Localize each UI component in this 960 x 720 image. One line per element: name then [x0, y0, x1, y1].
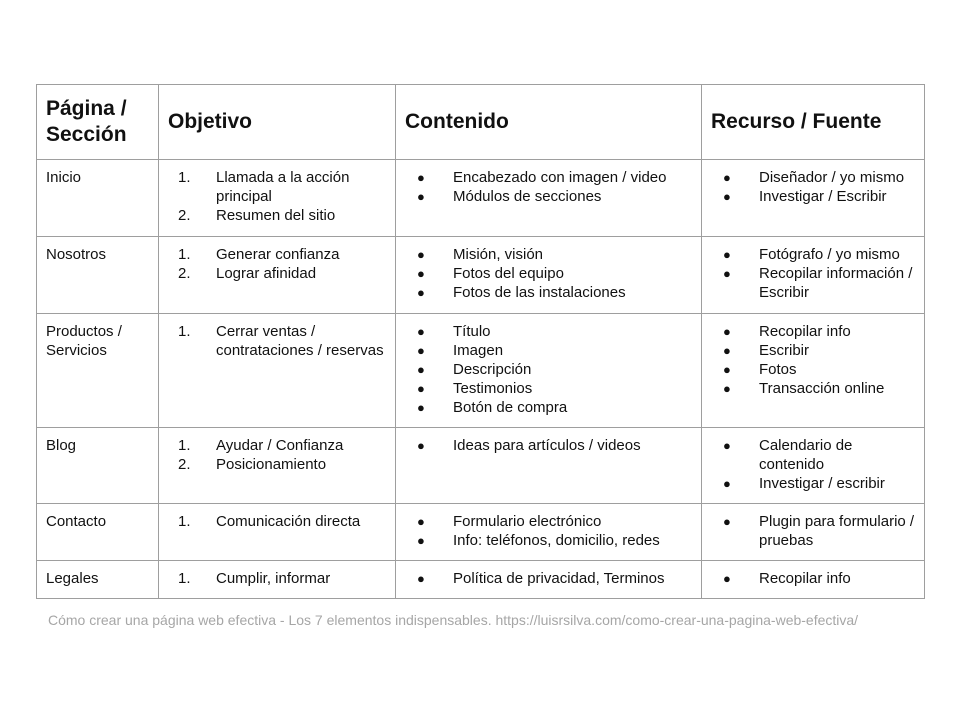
content-cell-list	[405, 245, 692, 302]
list-item-text: Fotógrafo / yo mismo	[759, 246, 900, 263]
list-item	[168, 264, 386, 283]
bullet-icon: ●	[417, 400, 425, 415]
list-item	[711, 512, 915, 550]
list-item-text: Formulario electrónico	[453, 513, 602, 530]
objective-cell	[159, 314, 396, 428]
resource-cell	[702, 314, 925, 428]
resource-cell-list	[711, 512, 915, 550]
objective-cell	[159, 504, 396, 561]
objective-cell	[159, 561, 396, 599]
objective-cell-list	[168, 436, 386, 474]
bullet-icon: ●	[417, 362, 425, 377]
content-cell	[396, 561, 702, 599]
objective-cell-list	[168, 245, 386, 283]
bullet-icon: ●	[417, 381, 425, 396]
list-number: 2.	[178, 265, 191, 282]
table-row	[37, 160, 925, 237]
content-cell	[396, 504, 702, 561]
list-item-text: Diseñador / yo mismo	[759, 169, 905, 186]
table-row	[37, 561, 925, 599]
bullet-icon: ●	[723, 343, 731, 358]
bullet-icon: ●	[417, 189, 425, 204]
list-number: 1.	[178, 246, 191, 263]
bullet-icon: ●	[723, 476, 731, 491]
section-cell: Inicio	[37, 160, 159, 237]
list-item	[405, 569, 692, 588]
resource-cell-list	[711, 245, 915, 302]
content-cell-list	[405, 168, 692, 206]
list-item	[168, 168, 386, 206]
list-number: 1.	[178, 570, 191, 587]
list-item-text: Descripción	[453, 361, 532, 378]
objective-cell	[159, 237, 396, 314]
list-item	[405, 341, 692, 360]
list-item	[405, 187, 692, 206]
list-item-text: Política de privacidad, Terminos	[453, 570, 665, 587]
list-item-text: Transacción online	[759, 380, 885, 397]
list-item-text: Escribir	[759, 342, 810, 359]
content-cell-list	[405, 322, 692, 417]
bullet-icon: ●	[723, 247, 731, 262]
list-item	[711, 322, 915, 341]
list-item-text: Comunicación directa	[216, 513, 361, 530]
list-item	[711, 474, 915, 493]
list-item	[405, 531, 692, 550]
content-cell	[396, 160, 702, 237]
objective-cell-list	[168, 168, 386, 225]
list-item-text: Título	[453, 323, 491, 340]
list-item	[405, 245, 692, 264]
resource-cell	[702, 160, 925, 237]
source-caption: Cómo crear una página web efectiva - Los 7 elementos indispensables. https://luisrsilva.com/como-crear-una-pagina-web-efectiva/	[48, 612, 859, 628]
content-cell-list	[405, 436, 692, 455]
content-cell-list	[405, 569, 692, 588]
section-cell: Productos / Servicios	[37, 314, 159, 428]
objective-cell	[159, 428, 396, 504]
bullet-icon: ●	[723, 438, 731, 453]
header-objective: Objetivo	[159, 85, 396, 160]
list-item-text: Ayudar / Confianza	[216, 437, 344, 454]
section-cell: Legales	[37, 561, 159, 599]
list-item-text: Testimonios	[453, 380, 533, 397]
list-item-text: Ideas para artículos / videos	[453, 437, 641, 454]
objective-cell-list	[168, 569, 386, 588]
list-item	[405, 436, 692, 455]
list-item	[405, 512, 692, 531]
list-number: 1.	[178, 169, 191, 186]
section-cell: Nosotros	[37, 237, 159, 314]
list-item	[711, 569, 915, 588]
bullet-icon: ●	[723, 324, 731, 339]
bullet-icon: ●	[417, 170, 425, 185]
list-item	[711, 187, 915, 206]
bullet-icon: ●	[723, 362, 731, 377]
list-item-text: Encabezado con imagen / video	[453, 169, 667, 186]
resource-cell	[702, 237, 925, 314]
list-item	[168, 569, 386, 588]
list-item	[405, 283, 692, 302]
list-number: 1.	[178, 437, 191, 454]
table-row	[37, 428, 925, 504]
bullet-icon: ●	[417, 324, 425, 339]
list-number: 2.	[178, 456, 191, 473]
list-item	[711, 360, 915, 379]
bullet-icon: ●	[417, 266, 425, 281]
list-item	[405, 398, 692, 417]
list-item-text: Info: teléfonos, domicilio, redes	[453, 532, 660, 549]
content-cell-list	[405, 512, 692, 550]
list-item-text: Llamada a la acción principal	[216, 169, 350, 205]
bullet-icon: ●	[417, 285, 425, 300]
list-item	[711, 341, 915, 360]
table-row	[37, 314, 925, 428]
list-item-text: Resumen del sitio	[216, 207, 336, 224]
list-item-text: Investigar / escribir	[759, 475, 885, 492]
section-cell: Blog	[37, 428, 159, 504]
list-item-text: Fotos de las instalaciones	[453, 284, 626, 301]
objective-cell	[159, 160, 396, 237]
list-number: 1.	[178, 513, 191, 530]
list-item	[168, 436, 386, 455]
list-item-text: Calendario de contenido	[759, 437, 853, 473]
objective-cell-list	[168, 322, 386, 360]
content-cell	[396, 428, 702, 504]
bullet-icon: ●	[723, 381, 731, 396]
header-resource: Recurso / Fuente	[702, 85, 925, 160]
list-item	[405, 264, 692, 283]
bullet-icon: ●	[417, 343, 425, 358]
list-item	[711, 379, 915, 398]
list-item	[711, 245, 915, 264]
list-item-text: Recopilar info	[759, 570, 851, 587]
table-row	[37, 237, 925, 314]
list-item-text: Módulos de secciones	[453, 188, 602, 205]
list-item-text: Fotos del equipo	[453, 265, 564, 282]
list-item	[168, 245, 386, 264]
list-item-text: Fotos	[759, 361, 797, 378]
list-item	[711, 436, 915, 474]
list-item	[168, 206, 386, 225]
table-row	[37, 504, 925, 561]
list-item	[711, 264, 915, 302]
bullet-icon: ●	[417, 438, 425, 453]
resource-cell-list	[711, 436, 915, 493]
section-cell: Contacto	[37, 504, 159, 561]
list-item	[405, 379, 692, 398]
resource-cell-list	[711, 569, 915, 588]
header-page-section: Página / Sección	[37, 85, 159, 160]
bullet-icon: ●	[723, 170, 731, 185]
bullet-icon: ●	[417, 571, 425, 586]
list-item-text: Imagen	[453, 342, 504, 359]
bullet-icon: ●	[723, 266, 731, 281]
resource-cell	[702, 504, 925, 561]
list-item-text: Misión, visión	[453, 246, 544, 263]
header-content: Contenido	[396, 85, 702, 160]
bullet-icon: ●	[417, 247, 425, 262]
list-item	[405, 360, 692, 379]
list-item-text: Generar confianza	[216, 246, 340, 263]
list-item-text: Cumplir, informar	[216, 570, 331, 587]
list-item-text: Investigar / Escribir	[759, 188, 887, 205]
table-header-row	[37, 85, 925, 160]
resource-cell-list	[711, 322, 915, 398]
list-item-text: Cerrar ventas / contrataciones / reservas	[216, 323, 384, 359]
list-item-text: Recopilar info	[759, 323, 851, 340]
list-item-text: Recopilar información / Escribir	[759, 265, 913, 301]
list-item	[168, 512, 386, 531]
list-item-text: Lograr afinidad	[216, 265, 317, 282]
list-item-text: Botón de compra	[453, 399, 568, 416]
content-cell	[396, 314, 702, 428]
list-item-text: Posicionamiento	[216, 456, 327, 473]
list-item	[168, 455, 386, 474]
bullet-icon: ●	[417, 514, 425, 529]
resource-cell-list	[711, 168, 915, 206]
list-item	[405, 168, 692, 187]
bullet-icon: ●	[723, 571, 731, 586]
document-table-container	[36, 84, 924, 599]
list-item-text: Plugin para formulario / pruebas	[759, 513, 915, 549]
bullet-icon: ●	[723, 189, 731, 204]
bullet-icon: ●	[417, 533, 425, 548]
list-number: 1.	[178, 323, 191, 340]
content-cell	[396, 237, 702, 314]
list-item	[168, 322, 386, 360]
web-plan-table	[36, 84, 925, 599]
table-body	[37, 160, 925, 599]
list-item	[405, 322, 692, 341]
list-item	[711, 168, 915, 187]
list-number: 2.	[178, 207, 191, 224]
resource-cell	[702, 561, 925, 599]
resource-cell	[702, 428, 925, 504]
objective-cell-list	[168, 512, 386, 531]
bullet-icon: ●	[723, 514, 731, 529]
